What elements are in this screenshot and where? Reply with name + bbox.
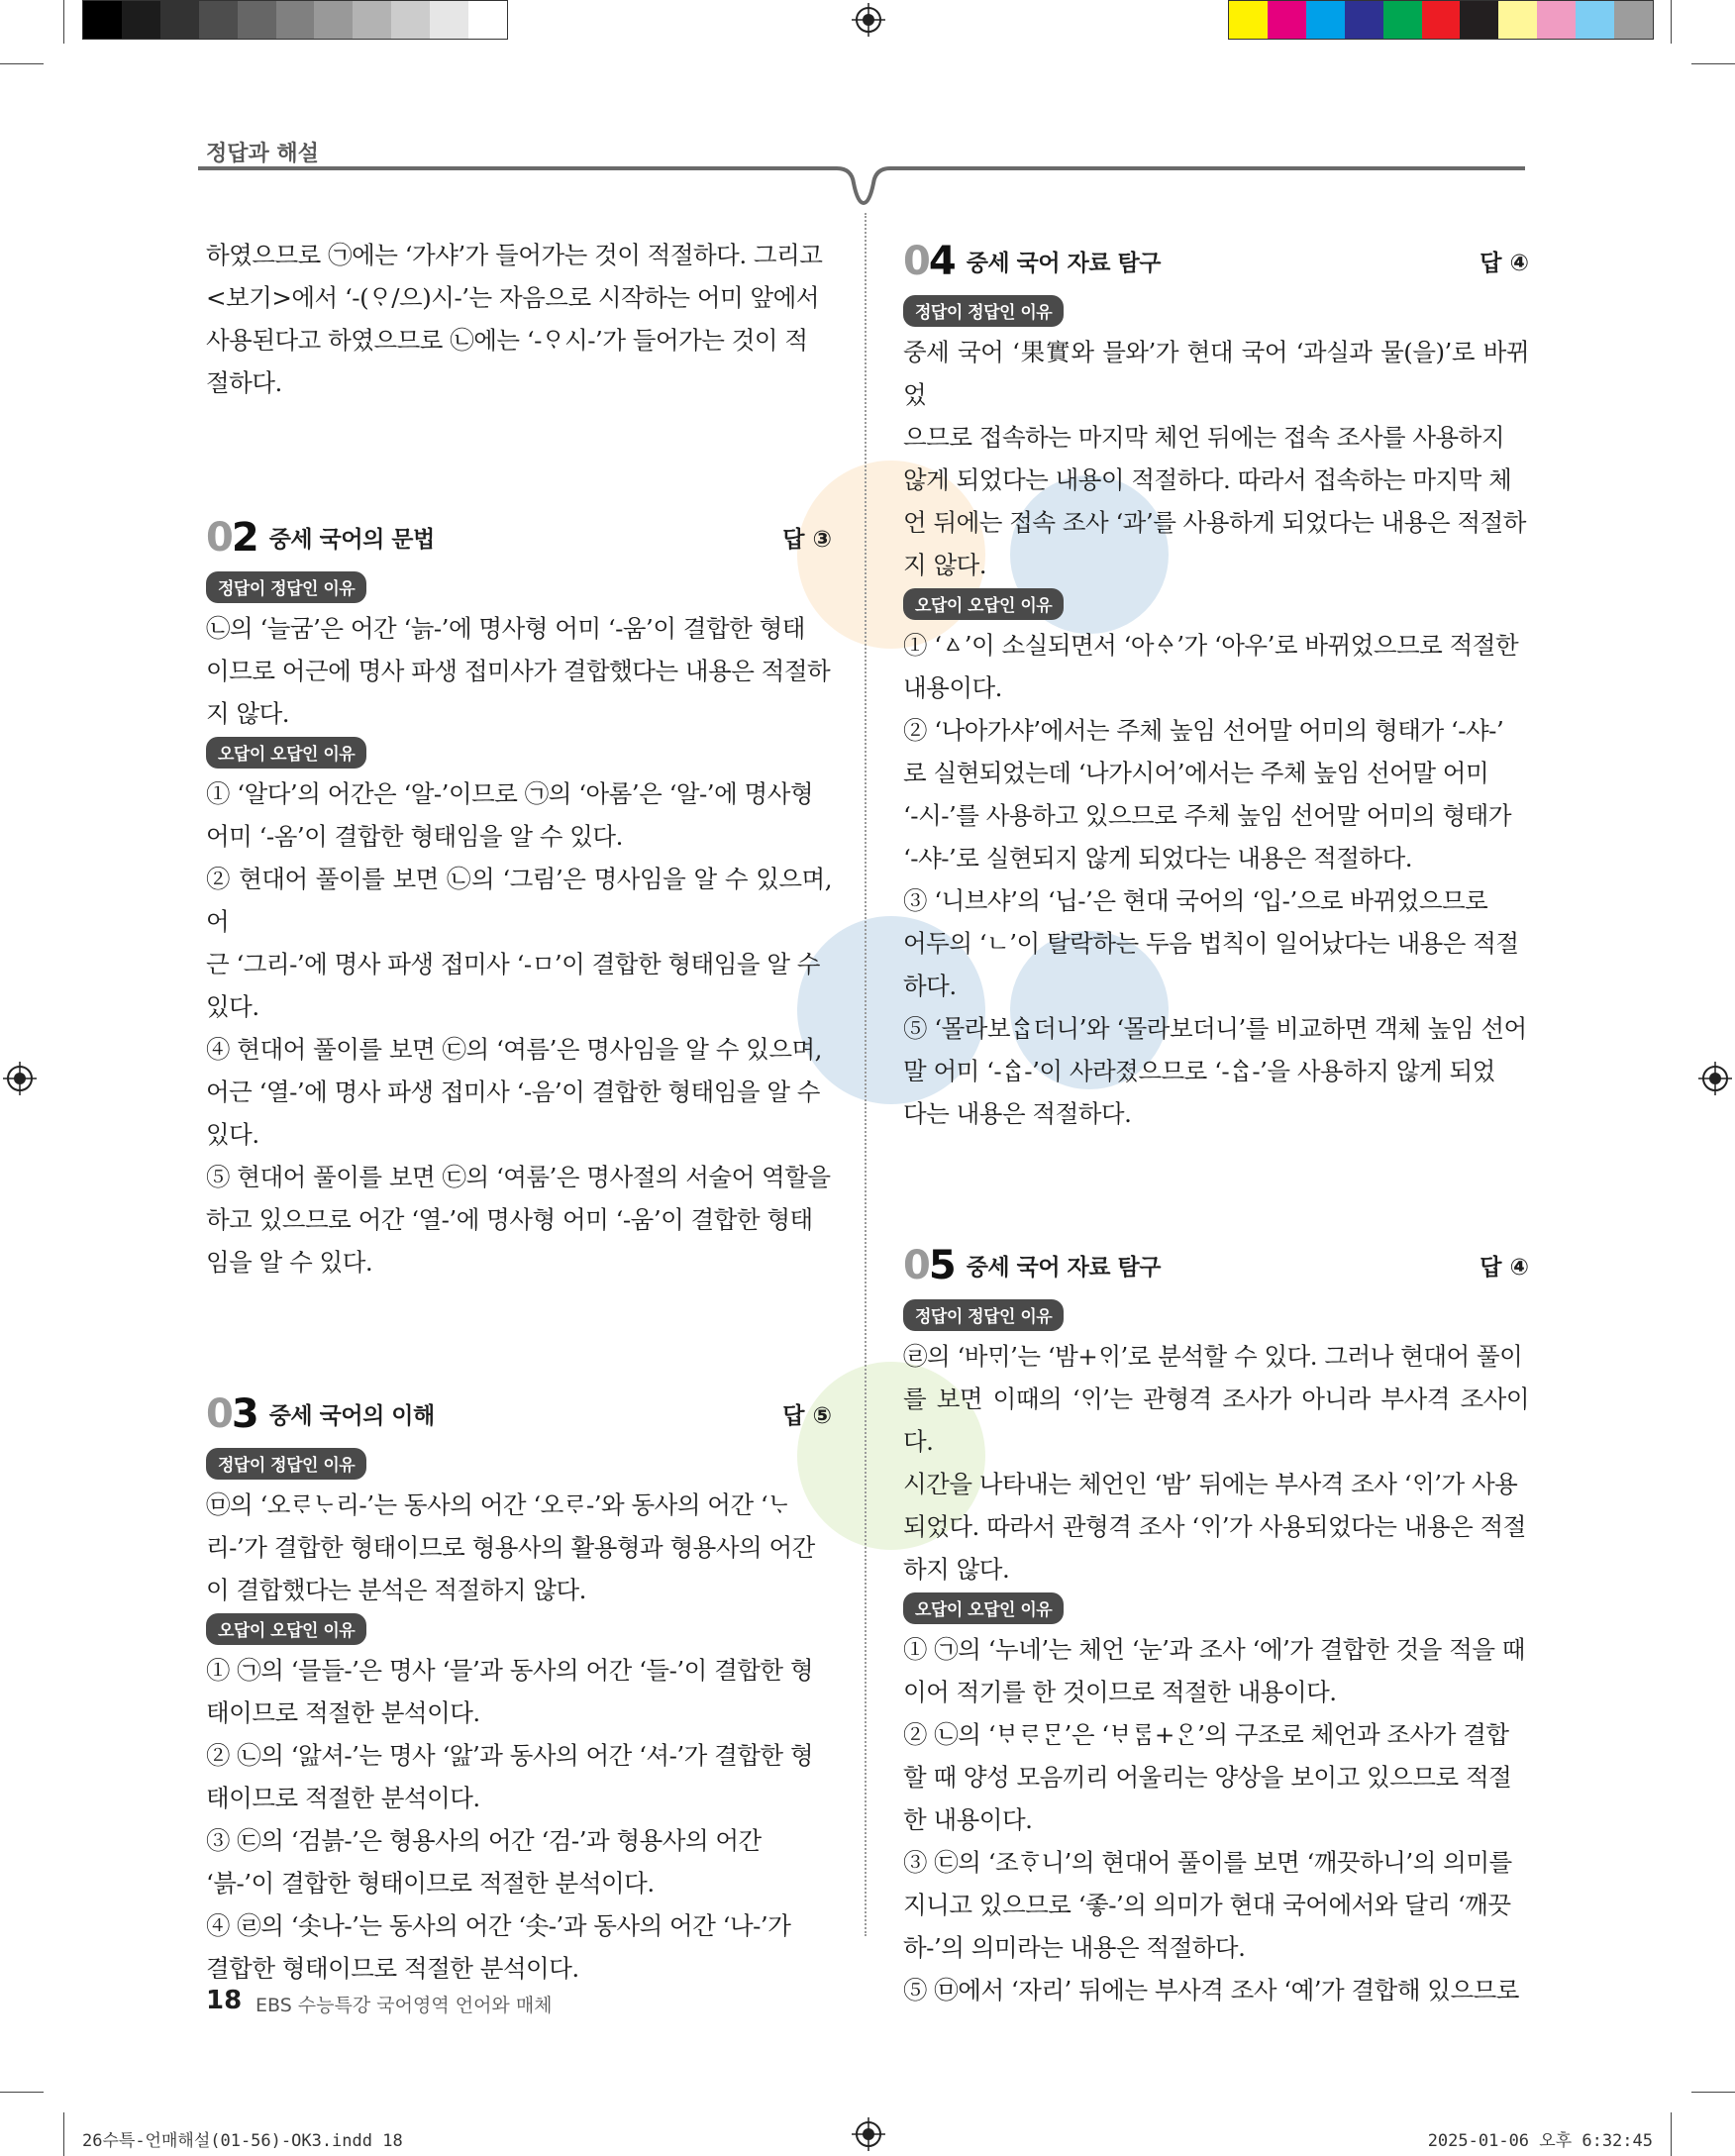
- text-line: 근 ‘그리-’에 명사 파생 접미사 ‘-ㅁ’이 결합한 형태임을 알 수: [206, 950, 820, 978]
- text-line: 어두의 ‘ㄴ’이 탈락하는 두음 법칙이 일어났다는 내용은 적절: [903, 929, 1519, 958]
- text-line: ① ㉠의 ‘누네’는 체언 ‘눈’과 조사 ‘에’가 결합한 것을 적을 때: [903, 1635, 1525, 1664]
- text-line: 지니고 있으므로 ‘좋-’의 의미가 현대 국어에서와 달리 ‘깨끗: [903, 1891, 1511, 1919]
- left-column: [206, 234, 832, 1990]
- crop-mark: [0, 63, 44, 64]
- text-line: ⑤ ‘몰라보ᅀᆞᆸ더니’와 ‘몰라보더니’를 비교하면 객체 높임 선어: [903, 1014, 1527, 1043]
- correct-reason-tag: 정답이 정답인 이유: [206, 571, 366, 603]
- column-divider: [865, 213, 867, 1936]
- right-column: [903, 234, 1529, 2011]
- text-line: 임을 알 수 있다.: [206, 1248, 373, 1277]
- text-line: 사용된다고 하였으므로 ㉡에는 ‘-ᄋᆞ시-’가 들어가는 것이 적: [206, 326, 808, 355]
- question-title: 중세 국어 자료 탐구: [966, 251, 1161, 276]
- color-swatch: [391, 1, 430, 39]
- text-line: 시간을 나타내는 체언인 ‘밤’ 뒤에는 부사격 조사 ‘ᄋᆡ’가 사용: [903, 1470, 1518, 1498]
- text-line: 있다.: [206, 1120, 259, 1149]
- question-title: 중세 국어 자료 탐구: [966, 1255, 1161, 1281]
- question-02-header: [206, 510, 832, 561]
- text-line: 어미 ‘-옴’이 결합한 형태임을 알 수 있다.: [206, 822, 623, 851]
- text-line: 말 어미 ‘-ᅀᆞᆸ-’이 사라졌으므로 ‘-ᅀᆞᆸ-’을 사용하지 않게 되었: [903, 1057, 1495, 1085]
- text-line: ④ 현대어 풀이를 보면 ㉢의 ‘여름’은 명사임을 알 수 있으며,: [206, 1035, 822, 1064]
- text-line: ㉤의 ‘오ᄅᆞᄂᆞ리-’는 동사의 어간 ‘오ᄅᆞ-’와 동사의 어간 ‘ᄂᆞ: [206, 1490, 791, 1519]
- text-line: ⑤ ㉤에서 ‘자리’ 뒤에는 부사격 조사 ‘예’가 결합해 있으므로: [903, 1976, 1519, 2004]
- color-swatch: [83, 1, 122, 39]
- text-line: 태이므로 적절한 분석이다.: [206, 1698, 480, 1727]
- correct-reason-text: [206, 1484, 832, 1611]
- text-line: 지 않다.: [903, 551, 987, 579]
- text-line: 내용이다.: [903, 673, 1002, 702]
- crop-mark: [1691, 63, 1735, 64]
- registration-mark-icon: [3, 1062, 37, 1095]
- text-line: ① ‘알다’의 어간은 ‘알-’이므로 ㉠의 ‘아롬’은 ‘알-’에 명사형: [206, 779, 814, 808]
- book-title: EBS 수능특강 국어영역 언어와 매체: [255, 1995, 553, 2016]
- page-number: 18: [206, 1986, 243, 2015]
- header-rule: [198, 149, 1525, 208]
- color-swatch: [238, 1, 276, 39]
- color-swatch: [1614, 1, 1653, 39]
- question-05-header: [903, 1238, 1529, 1288]
- text-line: 으므로 접속하는 마지막 체언 뒤에는 접속 조사를 사용하지: [903, 423, 1505, 452]
- color-swatch: [1268, 1, 1306, 39]
- correct-reason-text: [206, 607, 832, 735]
- text-line: 하였으므로 ㉠에는 ‘가샤’가 들어가는 것이 적절하다. 그리고: [206, 241, 823, 269]
- wrong-reason-tag: 오답이 오답인 이유: [206, 1613, 366, 1645]
- color-swatch: [1498, 1, 1537, 39]
- text-line: 태이므로 적절한 분석이다.: [206, 1784, 480, 1812]
- text-line: 되었다. 따라서 관형격 조사 ‘ᄋᆡ’가 사용되었다는 내용은 적절: [903, 1512, 1526, 1541]
- text-line: 지 않다.: [206, 699, 290, 728]
- text-line: 하지 않다.: [903, 1555, 1010, 1584]
- text-line: 를 보면 이때의 ‘ᄋᆡ’는 관형격 조사가 아니라 부사격 조사이다.: [903, 1385, 1529, 1456]
- color-swatch: [468, 1, 507, 39]
- answer-label: 답 ③: [782, 527, 832, 553]
- text-line: 로 실현되었는데 ‘나가시어’에서는 주체 높임 선어말 어미: [903, 759, 1489, 787]
- registration-mark-icon: [852, 3, 885, 37]
- wrong-reason-text: [903, 624, 1529, 1135]
- color-swatch: [276, 1, 315, 39]
- correct-reason-text: [903, 1335, 1529, 1591]
- question-title: 중세 국어의 문법: [268, 527, 435, 553]
- color-swatch: [1383, 1, 1422, 39]
- text-line: ‘-시-’를 사용하고 있으므로 주체 높임 선어말 어미의 형태가: [903, 801, 1511, 830]
- text-line: 어근 ‘열-’에 명사 파생 접미사 ‘-음’이 결합한 형태임을 알 수: [206, 1078, 820, 1106]
- correct-reason-text: [903, 331, 1529, 586]
- text-line: ‘븕-’이 결합한 형태이므로 적절한 분석이다.: [206, 1869, 655, 1898]
- text-line: ③ ‘니브샤’의 ‘닙-’은 현대 국어의 ‘입-’으로 바뀌었으므로: [903, 886, 1488, 915]
- text-line: 하고 있으므로 어간 ‘열-’에 명사형 어미 ‘-움’이 결합한 형태: [206, 1205, 813, 1234]
- color-swatch: [199, 1, 238, 39]
- color-swatch: [353, 1, 391, 39]
- answer-label: 답 ④: [1480, 1255, 1529, 1281]
- text-line: 할 때 양성 모음끼리 어울리는 양상을 보이고 있으므로 적절: [903, 1763, 1512, 1792]
- color-swatch: [1422, 1, 1461, 39]
- text-line: 하다.: [903, 972, 957, 1000]
- color-swatch: [1345, 1, 1383, 39]
- question-03-header: [206, 1386, 832, 1437]
- wrong-reason-tag: 오답이 오답인 이유: [206, 737, 366, 769]
- print-slug-file: 26수특-언매해설(01-56)-OK3.indd 18: [82, 2131, 403, 2151]
- text-line: 다는 내용은 적절하다.: [903, 1099, 1132, 1128]
- correct-reason-tag: 정답이 정답인 이유: [206, 1448, 366, 1480]
- text-line: ⑤ 현대어 풀이를 보면 ㉢의 ‘여룸’은 명사절의 서술어 역할을: [206, 1163, 831, 1191]
- text-line: 이어 적기를 한 것이므로 적절한 내용이다.: [903, 1678, 1337, 1706]
- text-line: 리-’가 결합한 형태이므로 형용사의 활용형과 형용사의 어간: [206, 1533, 815, 1562]
- section-title: 정답과 해설: [206, 142, 319, 166]
- color-swatch: [430, 1, 468, 39]
- text-line: ‘-샤-’로 실현되지 않게 되었다는 내용은 적절하다.: [903, 844, 1413, 873]
- text-line: 절하다.: [206, 368, 282, 397]
- text-line: ④ ㉣의 ‘솟나-’는 동사의 어간 ‘솟-’과 동사의 어간 ‘나-’가: [206, 1911, 791, 1940]
- color-swatch: [1306, 1, 1345, 39]
- text-line: 결합한 형태이므로 적절한 분석이다.: [206, 1954, 579, 1983]
- text-line: 하-’의 의미라는 내용은 적절하다.: [903, 1933, 1246, 1962]
- crop-mark: [63, 0, 64, 44]
- text-line: ㉡의 ‘늘굼’은 어간 ‘늙-’에 명사형 어미 ‘-움’이 결합한 형태: [206, 614, 805, 643]
- answer-label: 답 ④: [1480, 251, 1529, 276]
- crop-mark: [1671, 0, 1672, 44]
- question-number: 04: [903, 239, 955, 284]
- color-swatch: [1576, 1, 1614, 39]
- text-line: ㉣의 ‘바ᄆᆡ’는 ‘밤+ᄋᆡ’로 분석할 수 있다. 그러나 현대어 풀이: [903, 1342, 1523, 1371]
- crop-mark: [1671, 2112, 1672, 2156]
- text-line: <보기>에서 ‘-(ᄋᆞ/으)시-’는 자음으로 시작하는 어미 앞에서: [206, 283, 820, 312]
- text-line: 않게 되었다는 내용이 적절하다. 따라서 접속하는 마지막 체: [903, 465, 1512, 494]
- answer-label: 답 ⑤: [782, 1403, 832, 1429]
- correct-reason-tag: 정답이 정답인 이유: [903, 1299, 1064, 1331]
- color-swatch: [314, 1, 353, 39]
- text-line: 한 내용이다.: [903, 1805, 1033, 1834]
- text-line: ② ‘나아가샤’에서는 주체 높임 선어말 어미의 형태가 ‘-샤-’: [903, 716, 1504, 745]
- question-number: 03: [206, 1391, 257, 1437]
- wrong-reason-tag: 오답이 오답인 이유: [903, 588, 1064, 620]
- question-number: 02: [206, 515, 257, 561]
- color-swatch: [1229, 1, 1268, 39]
- cmyk-color-bar: [1228, 0, 1654, 40]
- color-swatch: [1460, 1, 1498, 39]
- crop-mark: [0, 2092, 44, 2093]
- text-line: ③ ㉢의 ‘조ᄒᆞ니’의 현대어 풀이를 보면 ‘깨끗하니’의 의미를: [903, 1848, 1512, 1877]
- print-slug-date: 2025-01-06 오후 6:32:45: [1427, 2131, 1653, 2151]
- gray-color-bar: [82, 0, 508, 40]
- wrong-reason-tag: 오답이 오답인 이유: [903, 1592, 1064, 1624]
- text-line: 이 결합했다는 분석은 적절하지 않다.: [206, 1576, 586, 1604]
- question-04-header: [903, 234, 1529, 284]
- color-swatch: [160, 1, 199, 39]
- text-line: 중세 국어 ‘果實와 믈와’가 현대 국어 ‘과실과 물(을)’로 바뀌었: [903, 338, 1529, 409]
- intro-paragraph: [206, 234, 832, 404]
- correct-reason-tag: 정답이 정답인 이유: [903, 295, 1064, 327]
- registration-mark-icon: [1698, 1062, 1732, 1095]
- crop-mark: [63, 2112, 64, 2156]
- text-line: 있다.: [206, 992, 259, 1021]
- wrong-reason-text: [903, 1628, 1529, 2011]
- text-line: ① ㉠의 ‘믈들-’은 명사 ‘믈’과 동사의 어간 ‘들-’이 결합한 형: [206, 1656, 814, 1685]
- text-line: ① ‘ㅿ’이 소실되면서 ‘아ᅀᆞ’가 ‘아우’로 바뀌었으므로 적절한: [903, 631, 1519, 660]
- text-line: ② ㉡의 ‘앒셔-’는 명사 ‘앒’과 동사의 어간 ‘셔-’가 결합한 형: [206, 1741, 814, 1770]
- wrong-reason-text: [206, 1649, 832, 1990]
- text-line: 이므로 어근에 명사 파생 접미사가 결합했다는 내용은 적절하: [206, 657, 831, 685]
- question-title: 중세 국어의 이해: [268, 1403, 435, 1429]
- color-swatch: [1537, 1, 1576, 39]
- text-line: 언 뒤에는 접속 조사 ‘과’를 사용하게 되었다는 내용은 적절하: [903, 508, 1526, 537]
- text-line: ③ ㉢의 ‘검븕-’은 형용사의 어간 ‘검-’과 형용사의 어간: [206, 1826, 762, 1855]
- question-number: 05: [903, 1243, 955, 1288]
- registration-mark-icon: [852, 2117, 885, 2151]
- text-line: ② ㉡의 ‘ᄇᆞᄅᆞᄆᆞᆫ’은 ‘ᄇᆞᄅᆞᆷ+ᄋᆞᆫ’의 구조로 체언과 조사가 결합: [903, 1720, 1509, 1749]
- text-line: ② 현대어 풀이를 보면 ㉡의 ‘그림’은 명사임을 알 수 있으며, 어: [206, 865, 832, 936]
- color-swatch: [122, 1, 160, 39]
- crop-mark: [1691, 2092, 1735, 2093]
- wrong-reason-text: [206, 772, 832, 1283]
